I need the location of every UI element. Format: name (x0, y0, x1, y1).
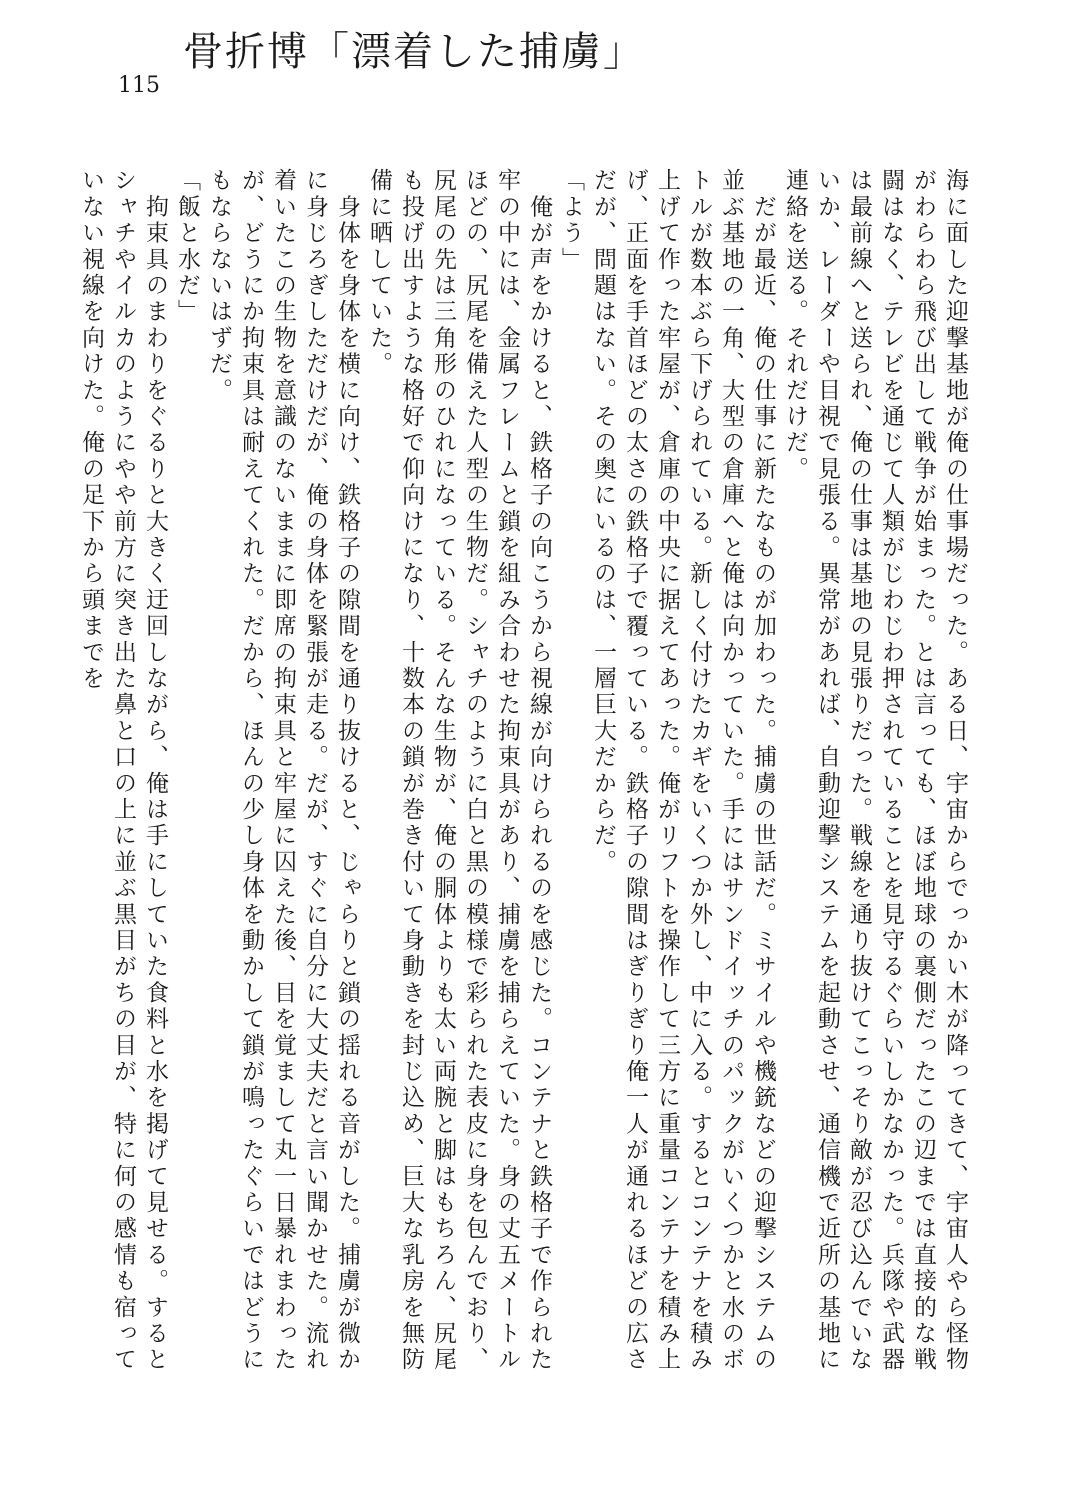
paragraph: 俺が声をかけると、鉄格子の向こうから視線が向けられるのを感じた。コンテナと鉄格子で作られた牢の中には、金属フレームと鎖を組み合わせた拘束具があり、捕虜を捕らえていた。身の丈五メートルほどの、尻尾を備えた人型の生物だ。シャチのように白と黒の模様で彩られた表皮に身を包んでおり、尻尾の先は三角形のひれになっている。そんな生物が、俺の胴体よりも太い両腕と脚はもちろん、尻尾も投げ出すような格好で仰向けになり、十数本の鎖が巻き付いて身動きを封じ込め、巨大な乳房を無防備に晒していた。 (366, 168, 552, 1374)
page-number: 115 (118, 73, 160, 98)
paragraph: 海に面した迎撃基地が俺の仕事場だった。ある日、宇宙からでっかい木が降ってきて、宇宙人やら怪物がわらわら飛び出して戦争が始まった。とは言っても、ほぼ地球の裏側だったこの辺までは直接的な戦闘はなく、テレビを通じて人類がじわじわ押されていることを見守るぐらいしかなかった。兵隊や武器は最前線へと送られ、俺の仕事は基地の見張りだった。戦線を通り抜けてこっそり敵が忍び込んでいないか、レーダーや目視で見張る。異常があれば、自動迎撃システムを起動させ、通信機で近所の基地に連絡を送る。それだけだ。 (782, 168, 968, 1374)
paragraph: 拘束具のまわりをぐるりと大きく迂回しながら、俺は手にしていた食料と水を掲げて見せる。するとシャチやイルカのようにやや前方に突き出た鼻と口の上に並ぶ黒目がちの目が、特に何の感情も宿っていない視線を向けた。俺の足下から頭までを (78, 168, 168, 1374)
vertical-body-text (78, 168, 971, 1390)
page-title: 骨折博「漂着した捕虜」 (183, 29, 645, 75)
dialogue-line: 「飯と水だ」 (174, 168, 200, 326)
dialogue-line: 「よう」 (558, 168, 584, 273)
paragraph: 身体を身体を横に向け、鉄格子の隙間を通り抜けると、じゃらりと鎖の揺れる音がした。捕虜が微かに身じろぎしただけだが、俺の身体を緊張が走る。だが、すぐに自分に大丈夫だと言い聞かせた。流れ着いたこの生物を意識のないままに即席の拘束具と牢屋に囚えた後、目を覚まして丸一日暴れまわったが、どうにか拘束具は耐えてくれた。だから、ほんの少し身体を動かして鎖が鳴ったぐらいではどうにもならないはずだ。 (206, 168, 360, 1374)
paragraph: だが最近、俺の仕事に新たなものが加わった。捕虜の世話だ。ミサイルや機銃などの迎撃システムの並ぶ基地の一角、大型の倉庫へと俺は向かっていた。手にはサンドイッチのパックがいくつかと水のボトルが数本ぶら下げられている。新しく付けたカギをいくつか外し、中に入る。するとコンテナを積み上げて作った牢屋が、倉庫の中央に据えてあった。俺がリフトを操作して三方に重量コンテナを積み上げ、正面を手首ほどの太さの鉄格子で覆っている。鉄格子の隙間はぎりぎり俺一人が通れるほどの広さだが、問題はない。その奥にいるのは、一層巨大だからだ。 (590, 168, 776, 1374)
